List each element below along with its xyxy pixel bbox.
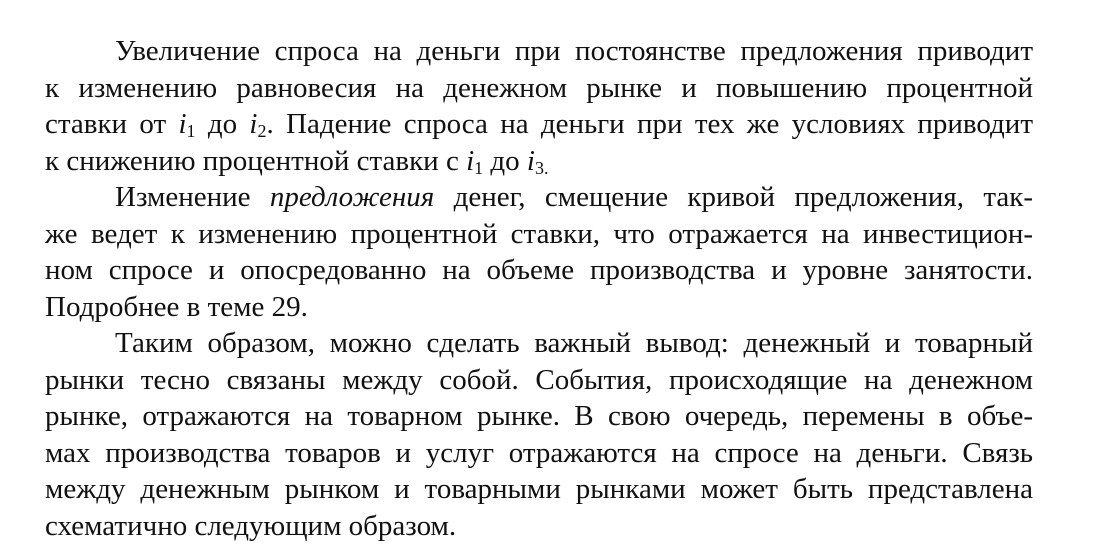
rate-subscript: 1 [474,157,484,178]
rate-variable: i [178,108,187,140]
text-line-with-interest-rates [45,143,1033,180]
text-fragment: . Падение спроса на деньги при тех же условиях приводит [266,108,1033,140]
rate-variable: i [526,144,535,177]
text-fragment: денег, смещение кривой предложения, так- [434,181,1033,213]
emphasized-term: предложения [269,181,435,213]
text-line: рынки тесно связаны между собой. События, происходящие на денежном [45,363,1033,396]
text-line: схематично следующим образом. [45,509,457,542]
text-line-with-emphasis [45,179,1033,216]
text-line-with-interest-rates [45,106,1033,143]
text-line: к изменению равновесия на денежном рынке и повышению процентной [45,71,1033,104]
rate-subscript: 1 [186,121,196,141]
paragraph-3 [45,325,1033,544]
text-line: мах производства товаров и услуг отражаются на спросе на деньги. Связь [45,436,1033,469]
rate-subscript: 2 [257,121,267,141]
text-fragment: до [483,144,527,177]
text-line: между денежным рынком и товарными рынками может быть представлена [45,473,1033,505]
text-line: Увеличение спроса на деньги при постоянстве предложения приводит [115,35,1033,67]
rate-variable: i [466,144,475,177]
text-fragment: к снижению процентной ставки с [45,144,467,177]
text-fragment: до [195,108,250,140]
paragraph-1 [45,33,1033,179]
text-line: Таким образом, можно сделать важный вывод: денежный и товарный [115,327,1033,359]
rate-variable: i [249,108,258,140]
text-fragment: Изменение [115,181,270,213]
text-line: ном спросе и опосредованно на объеме производства и уровне занятости. [45,254,1033,286]
text-line: же ведет к изменению процентной ставки, что отражается на инвестицион- [45,217,1033,250]
document-page [45,33,1033,544]
paragraph-2 [45,179,1033,325]
text-line: Подробнее в теме 29. [45,290,308,323]
rate-subscript: 3. [534,157,549,178]
text-line: рынке, отражаются на товарном рынке. В свою очередь, перемены в объе- [45,400,1033,432]
text-fragment: ставки от [45,108,179,140]
